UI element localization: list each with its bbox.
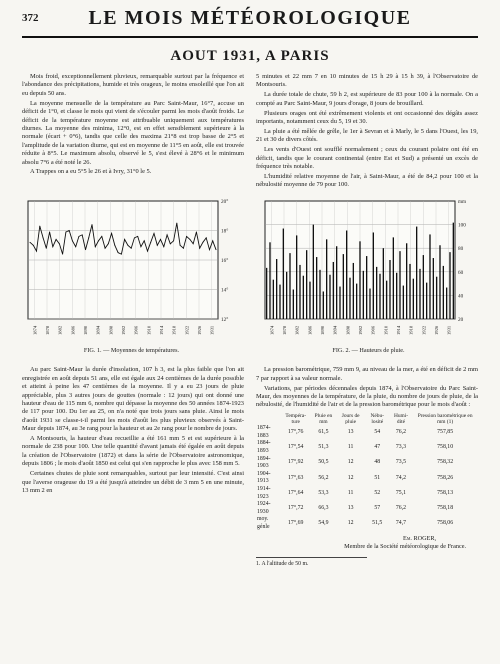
rain-bar <box>439 246 440 320</box>
temperature-point <box>144 241 145 242</box>
table-cell: 11 <box>347 489 354 496</box>
y-tick-label: 20 <box>458 317 464 324</box>
temperature-point <box>134 238 135 239</box>
rain-bar <box>406 244 407 320</box>
temperature-point <box>147 251 148 252</box>
y-tick-label: 18° <box>221 228 229 235</box>
temperature-point <box>186 236 187 237</box>
rain-bar <box>276 259 277 319</box>
rain-bar <box>363 271 364 319</box>
temperature-point <box>118 252 119 253</box>
rain-bar <box>429 235 430 320</box>
figures-row <box>22 195 478 354</box>
rain-bar <box>286 272 287 319</box>
table-cell: 758,32 <box>437 459 454 466</box>
table-cell: 13 <box>347 504 354 511</box>
rain-bar <box>299 265 300 319</box>
table-row-label: 1904-1913 <box>257 470 271 485</box>
table-row-label: 1914-1923 <box>257 485 271 500</box>
temperature-point <box>206 238 207 239</box>
temperature-point <box>176 223 177 224</box>
temperature-point <box>157 245 158 246</box>
temperature-point <box>108 244 109 245</box>
table-cell: 57 <box>374 504 381 511</box>
temperature-point <box>69 230 70 231</box>
temperature-point <box>72 241 73 242</box>
table-cell: 758,18 <box>437 504 454 511</box>
x-tick-label: 1898 <box>108 326 114 336</box>
table-cell: 75,1 <box>395 489 407 496</box>
rain-bar <box>316 257 317 319</box>
temperature-point <box>52 247 53 248</box>
x-tick-label: 1894 <box>332 326 338 336</box>
temperature-point <box>154 233 155 234</box>
page-number: 372 <box>22 12 39 24</box>
x-tick-label: 1914 <box>396 326 401 336</box>
rain-bar <box>423 255 424 319</box>
x-tick-label: 1910 <box>146 326 152 336</box>
temperature-point <box>199 248 200 249</box>
temperature-point <box>78 236 79 237</box>
table-cell: 17°,63 <box>288 474 304 481</box>
author-name: Em. ROGER, <box>403 534 436 542</box>
table-cell: 73,3 <box>395 444 407 451</box>
rain-bar <box>446 288 447 319</box>
x-tick-label: 1926 <box>197 326 202 336</box>
y-tick-label: 12° <box>221 317 229 324</box>
table-row <box>256 425 478 440</box>
temperature-caption: FIG. 1. — Moyennes de températures. <box>83 347 180 355</box>
temperature-point <box>88 238 89 239</box>
y-tick-label: 14° <box>221 287 229 294</box>
x-tick-label: 1874 <box>269 326 275 336</box>
table-header-cell <box>256 413 281 425</box>
top-columns <box>22 73 478 191</box>
table-header-row <box>256 413 478 425</box>
bottom-columns <box>22 366 478 568</box>
temperature-figure <box>22 195 241 354</box>
temperature-point <box>114 245 115 246</box>
temperature-point <box>85 250 86 251</box>
footnote: 1. A l'altitude de 50 m. <box>256 557 367 568</box>
temperature-point <box>95 247 96 248</box>
page-header <box>22 6 478 38</box>
rain-bar <box>419 269 420 319</box>
rain-figure <box>259 195 478 354</box>
table-row <box>256 516 478 531</box>
table-cell: 51 <box>374 474 381 481</box>
table-row-label: 1884-1893 <box>257 440 271 454</box>
signature-block <box>256 535 478 551</box>
table-cell: 11 <box>347 444 354 451</box>
temperature-point <box>131 248 132 249</box>
temperature-point <box>111 233 112 234</box>
x-tick-label: 1894 <box>95 326 101 336</box>
table-body <box>256 425 478 531</box>
paragraph: La durée totale de chute, 59 h 2, est supérieure de 83 pour 100 à la normale. On a compté au Parc Saint-Maur, 9 jours d'orage, 8 jours de brouillard. <box>256 91 478 107</box>
temperature-point <box>189 239 190 240</box>
table-cell: 76,2 <box>395 429 407 436</box>
table-cell: 758,10 <box>437 444 454 451</box>
x-tick-label: 1906 <box>370 326 376 336</box>
rain-chart <box>259 195 478 345</box>
x-tick-label: 1882 <box>57 326 63 336</box>
table-header-cell: Humi-dité <box>393 412 409 426</box>
table-row <box>256 501 478 516</box>
table-header-cell: Pression barométrique en mm (1) <box>417 412 473 426</box>
temperature-point <box>183 248 184 249</box>
table-row <box>256 486 478 501</box>
paragraph: Variations, par périodes décennales depuis 1874, à l'Observatoire du Parc Saint-Maur, des moyennes de la température, de la pluie, du nombre de jours de pluie, de la nébulosité, de l'humidité de l'air et de la pression barométrique pour le mois d'août : <box>256 384 478 409</box>
rain-bar <box>266 268 267 319</box>
paragraph: La pluie a été mêlée de grêle, le 1er à Sevran et à Marly, le 5 dans l'Ouest, les 19, 21 et 30 de divers côtés. <box>256 127 478 144</box>
table-cell: 12 <box>347 520 354 527</box>
rain-bar <box>403 286 404 319</box>
paragraph: La moyenne mensuelle de la température au Parc Saint-Maur, 16°7, accuse un déficit de 1°0, et classe le mois qui vient de s'écouler parmi les mois d'août froids. Le déficit de la température moyenne est attribuable uniquement aux températures diurnes. La moyenne des minima, 12°0, est en effet sensiblement supérieure à la normale (écart + 0°6), tandis que celle des maxima 21°8 est trop basse de 2°5 et l'amplitude de la variation diurne, qui est en moyenne de 11°5 en août, elle est trouvée réduite à 8°5. Le maximum absolu, observé le 5, s'est élevé à 28°6 et le minimum absolu 7°6 a été noté le 26. <box>22 99 244 166</box>
paragraph: Mois froid, exceptionnellement pluvieux, remarquable surtout par la fréquence et l'abondance des précipitations, humide et très orageux, le moins ensoleillé que l'on ait eu depuis 50 ans. <box>22 73 244 97</box>
x-tick-label: 1890 <box>320 326 325 336</box>
temperature-point <box>212 241 213 242</box>
table-cell: 17°,72 <box>288 504 304 511</box>
left-column <box>22 73 244 191</box>
temperature-point <box>140 247 141 248</box>
table-cell: 12 <box>347 474 354 481</box>
rain-bar <box>409 264 410 319</box>
temperature-point <box>82 235 83 236</box>
temperature-point <box>167 235 168 236</box>
rain-bar <box>306 250 307 319</box>
x-tick-label: 1922 <box>184 326 190 336</box>
rain-bar <box>329 275 330 319</box>
x-tick-label: 1878 <box>282 326 287 336</box>
table-row <box>256 456 478 471</box>
temperature-point <box>170 244 171 245</box>
table-cell: 17°,92 <box>288 459 304 466</box>
table-header-cell: Pluie en mm <box>314 412 333 426</box>
x-tick-label: 1931 <box>209 326 215 336</box>
temperature-point <box>59 244 60 245</box>
table-header-cell: Nébu-losité <box>370 412 384 426</box>
rain-bar <box>303 276 304 319</box>
x-tick-label: 1882 <box>294 326 300 336</box>
rain-bar <box>353 263 354 319</box>
rain-bar <box>383 248 384 319</box>
table-cell: 758,13 <box>437 489 454 496</box>
x-tick-label: 1874 <box>32 326 38 336</box>
x-tick-label: 1914 <box>159 326 164 336</box>
rain-bar <box>433 258 434 319</box>
table-cell: 54,9 <box>318 520 329 527</box>
temperature-point <box>209 250 210 251</box>
rain-bar <box>293 290 294 320</box>
x-tick-label: 1922 <box>421 326 427 336</box>
table-cell: 13 <box>347 429 354 436</box>
rain-bar <box>269 243 270 320</box>
rain-bar <box>373 233 374 320</box>
x-tick-label: 1898 <box>345 326 351 336</box>
x-tick-label: 1926 <box>434 326 439 336</box>
table-cell: 758,26 <box>437 474 454 481</box>
y-tick-label: 16° <box>221 258 229 265</box>
rain-bar <box>426 283 427 319</box>
rain-bar <box>296 236 297 320</box>
rain-bar <box>283 229 284 319</box>
x-tick-label: 1931 <box>446 326 452 336</box>
temperature-point <box>163 247 164 248</box>
rain-bar <box>359 242 360 320</box>
table-row-label: 1894-1903 <box>257 455 271 470</box>
table-cell: 51,5 <box>372 520 383 527</box>
article-title: AOUT 1931, A PARIS <box>170 48 330 64</box>
temperature-point <box>150 242 151 243</box>
temperature-point <box>49 232 50 233</box>
temperature-point <box>46 248 47 249</box>
table-header-cell: Tempéra-ture <box>285 412 306 426</box>
paragraph: La pression barométrique, 759 mm 9, au niveau de la mer, a été en déficit de 2 mm 7 par rapport à sa valeur normale. <box>256 366 478 382</box>
rain-bar <box>356 284 357 319</box>
temperature-point <box>193 244 194 245</box>
rain-bar <box>376 267 377 319</box>
temperature-point <box>39 226 40 227</box>
x-tick-label: 1886 <box>307 326 313 336</box>
temperature-point <box>30 242 31 243</box>
temperature-point <box>43 238 44 239</box>
table-cell: 53,3 <box>318 489 329 496</box>
journal-title: LE MOIS MÉTÉOROLOGIQUE <box>88 7 412 29</box>
author-affiliation: Membre de la Société météorologique de France. <box>344 542 466 550</box>
table-cell: 17°,69 <box>288 520 304 527</box>
x-tick-label: 1890 <box>83 326 88 336</box>
paragraph: A Montsouris, la hauteur d'eau recueillie a été 161 mm 5 et est supérieure à la normale de 238 pour 100. Une telle quantité d'avant jamais été égalée en août depuis la création de l'Observatoire (1872) et dans la série de l'Observatoire astronomique, depuis 1806 ; le mois d'août 1850 est celui qui s'en rapproche le plus avec 158 mm 5. <box>22 435 244 468</box>
rain-bar <box>343 254 344 319</box>
table-cell: 12 <box>347 459 354 466</box>
rain-bar <box>436 277 437 319</box>
temperature-point <box>56 239 57 240</box>
rain-bar <box>396 273 397 319</box>
rain-bar <box>449 252 450 319</box>
temperature-point <box>101 236 102 237</box>
x-tick-label: 1886 <box>70 326 76 336</box>
paragraph: Au parc Saint-Maur la durée d'insolation, 107 h 3, est la plus faible que l'on ait enregistrée en août depuis 51 ans, elle est égale aux 24 centièmes de la durée possible et atteint à peine les 47 centièmes de la moyenne. Il y a eu 23 jours de pluie appréciable, plus 3 autres jours de gouttes (normale : 12 jours) qui ont donné une hauteur d'eau de 115 mm 6, nombre qui dépasse la moyenne des 50 années 1874-1923 de 117 pour 100. Du 1er au 25, on n'a noté que trois jours sans pluie. Ainsi le mois d'août 1931 se classe-t-il parmi les mois d'août les plus pluvieux observés à Saint-Maur depuis 1874, au 3e rang pour la hauteur et au 2e rang pour le nombre de jours. <box>22 366 244 433</box>
table-cell: 56,2 <box>318 474 329 481</box>
paragraph: A Trappes on a eu 5°5 le 26 et à Ivry, 31°0 le 5. <box>30 168 152 176</box>
rain-bar <box>369 289 370 319</box>
rain-bar <box>323 292 324 320</box>
table-cell: 73,5 <box>395 459 407 466</box>
rain-bar <box>379 274 380 319</box>
table-cell: 66,3 <box>318 504 329 511</box>
paragraph: Les vents d'Ouest ont soufflé normalement ; ceux du courant polaire ont été en déficit, tandis que le courant continental (entre Est et Sud) a présenté un excès de fréquence très notable. <box>256 146 478 171</box>
temperature-point <box>36 251 37 252</box>
table-row <box>256 440 478 455</box>
rain-bar <box>336 247 337 320</box>
rain-bar <box>339 287 340 319</box>
table-cell: 52 <box>374 489 381 496</box>
y-tick-label: 40 <box>458 293 464 300</box>
paragraph: Plusieurs orages ont été extrêmement violents et ont occasionné des dégâts assez importants, notamment ceux du 5, 19 et 30. <box>256 109 478 126</box>
table-cell: 61,5 <box>318 429 329 436</box>
rain-bar <box>349 278 350 319</box>
temperature-point <box>180 245 181 246</box>
temperature-point <box>127 245 128 246</box>
temperature-point <box>202 242 203 243</box>
rain-bar <box>389 260 390 319</box>
table-cell: 47 <box>374 444 381 451</box>
table-cell: 50,5 <box>318 459 329 466</box>
temperature-point <box>160 239 161 240</box>
y-tick-label: 20° <box>221 199 229 206</box>
paragraph: 5 minutes et 22 mm 7 en 10 minutes de 15 h 29 à 15 h 39, à l'Observatoire de Montsouris. <box>256 73 478 89</box>
rain-bar <box>453 223 454 319</box>
x-tick-label: 1918 <box>171 326 177 336</box>
decadal-stats-table <box>256 413 478 532</box>
rain-caption: FIG. 2. — Hauteurs de pluie. <box>332 347 405 355</box>
x-tick-label: 1878 <box>45 326 50 336</box>
y-tick-label: mm <box>458 199 467 206</box>
temperature-point <box>121 254 122 255</box>
rain-bar <box>333 262 334 319</box>
rain-bar <box>399 251 400 319</box>
temperature-point <box>62 254 63 255</box>
x-tick-label: 1902 <box>121 326 126 336</box>
table-cell: 74,7 <box>395 520 407 527</box>
rain-bar <box>386 281 387 319</box>
rain-bar <box>309 282 310 319</box>
table-cell: 17°,54 <box>288 444 304 451</box>
table-cell: 17°,76 <box>288 429 304 436</box>
temperature-point <box>137 236 138 237</box>
table-cell: 51,3 <box>318 444 329 451</box>
table-row-label: moy. génle <box>257 516 270 530</box>
temperature-point <box>173 241 174 242</box>
bottom-right-column <box>256 366 478 568</box>
rain-bar <box>326 240 327 320</box>
temperature-point <box>105 248 106 249</box>
x-tick-label: 1902 <box>358 326 363 336</box>
table-cell: 17°,64 <box>288 489 304 496</box>
table-cell: 76,2 <box>395 504 407 511</box>
rain-bar <box>289 253 290 319</box>
x-tick-label: 1918 <box>408 326 414 336</box>
temperature-chart <box>22 195 241 345</box>
rain-bar <box>313 225 314 319</box>
y-tick-label: 100 <box>458 222 466 229</box>
table-header-cell: Jours de pluie <box>341 412 360 426</box>
y-tick-label: 80 <box>458 246 464 253</box>
rain-bar <box>416 227 417 319</box>
temperature-point <box>98 241 99 242</box>
paragraph: Certaines chutes de pluie sont remarquables, surtout par leur intensité. C'est ainsi que l'averse orageuse du 19 a été jusqu'à atteindre un débit de 3 mm 5 en une minute, 13 mm 2 en <box>22 470 244 494</box>
rain-bar <box>393 238 394 320</box>
temperature-point <box>65 232 66 233</box>
temperature-point <box>33 245 34 246</box>
rain-bar <box>319 270 320 319</box>
temperature-point <box>196 232 197 233</box>
x-tick-label: 1910 <box>383 326 389 336</box>
rain-bar <box>279 285 280 319</box>
table-cell: 74,2 <box>395 474 407 481</box>
rain-bar <box>413 279 414 319</box>
temperature-point <box>216 250 217 251</box>
temperature-point <box>75 247 76 248</box>
table-cell: 757,85 <box>437 429 454 436</box>
paragraph: L'humidité relative moyenne de l'air, à Saint-Maur, a été de 84,2 pour 100 et la nébulosité moyenne de 79 pour 100. <box>256 172 478 189</box>
table-cell: 54 <box>374 429 381 436</box>
table-cell: 758,06 <box>437 520 454 527</box>
right-column <box>256 73 478 191</box>
y-tick-label: 60 <box>458 270 464 277</box>
table-row-label: 1874-1883 <box>257 425 271 439</box>
bottom-left-column <box>22 366 244 568</box>
x-tick-label: 1906 <box>133 326 139 336</box>
rain-bar <box>443 266 444 319</box>
table-row <box>256 471 478 486</box>
rain-bar <box>366 256 367 319</box>
table-row-label: 1924-1930 <box>257 501 271 515</box>
rain-bar <box>273 280 274 319</box>
temperature-point <box>124 239 125 240</box>
rain-bar <box>346 231 347 320</box>
temperature-point <box>92 224 93 225</box>
table-cell: 48 <box>374 459 381 466</box>
